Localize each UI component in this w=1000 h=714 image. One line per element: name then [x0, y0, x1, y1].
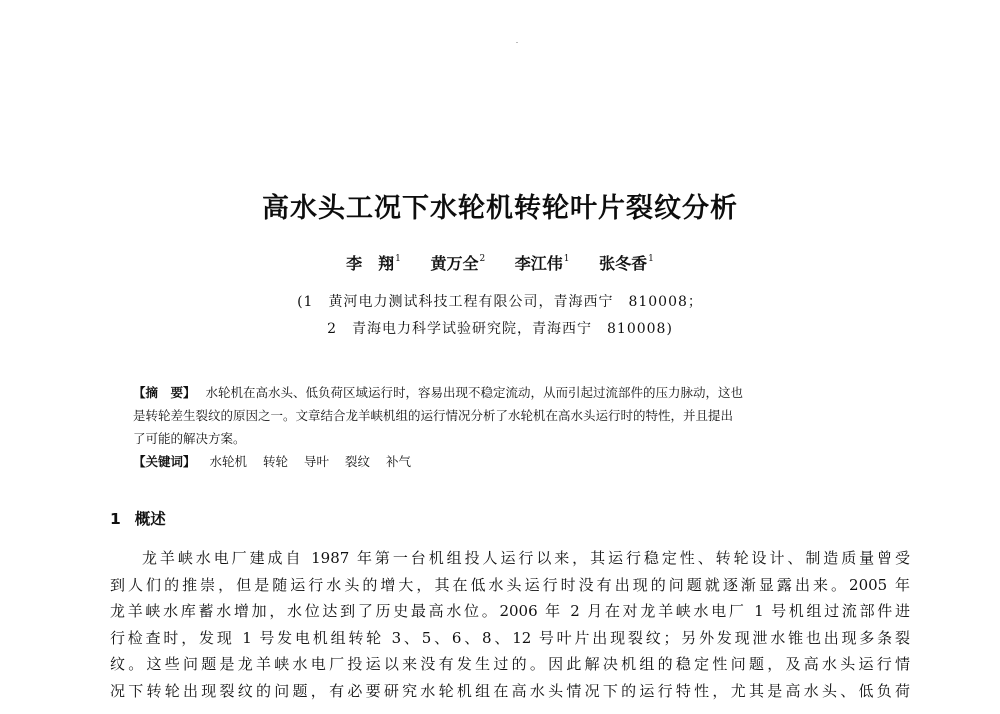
author: [515, 251, 570, 274]
keyword: 导叶: [304, 454, 330, 469]
author: [599, 251, 654, 274]
body-line: 况下转轮出现裂纹的问题，有必要研究水轮机组在高水头情况下的运行特性，尤其是高水头、低负荷: [110, 681, 910, 700]
author-affiliation-mark: 1: [395, 254, 401, 264]
paper-title: 高水头工况下水轮机转轮叶片裂纹分析: [262, 193, 738, 224]
author-list: [0, 251, 1000, 274]
affiliation-line: 2 青海电力科学试验研究院，青海西宁 810008): [327, 321, 673, 337]
author-affiliation-mark: 1: [648, 254, 654, 264]
body-paragraph: [110, 545, 910, 704]
abstract-line: 是转轮差生裂纹的原因之一。文章结合龙羊峡机组的运行情况分析了水轮机在高水头运行时的特性，并且提出: [133, 408, 734, 423]
abstract-text: 水轮机在高水头、低负荷区域运行时，容易出现不稳定流动，从而引起过流部件的压力脉动，这也: [205, 385, 744, 400]
keyword: 水轮机: [209, 454, 248, 469]
keywords-line: [133, 450, 873, 473]
body-line: 行检查时，发现 1 号发电机组转轮 3、5、6、8、12 号叶片出现裂纹；另外发现泄水锥也出现多条裂: [110, 628, 910, 647]
author-name: 黄万全: [430, 254, 479, 273]
author-affiliation-mark: 1: [563, 254, 570, 264]
abstract-line: 了可能的解决方案。: [133, 431, 246, 446]
affiliation-line: (1 黄河电力测试科技工程有限公司，青海西宁 810008；: [297, 294, 703, 310]
author: [430, 251, 485, 274]
section-number: 1: [110, 510, 121, 528]
scan-speck: [516, 42, 518, 43]
body-line: 纹。这些问题是龙羊峡水电厂投运以来没有发生过的。因此解决机组的稳定性问题，及高水头运行情: [110, 655, 910, 673]
abstract-line: [133, 381, 873, 404]
body-line: 龙羊峡水电厂建成自 1987 年第一台机组投人运行以来，其运行稳定性、转轮设计、制造质量曾受: [142, 549, 910, 567]
body-line: 到人们的推崇，但是随运行水头的增大，其在低水头运行时没有出现的问题就逐渐显露出来。2005 年: [110, 575, 910, 594]
keyword: 补气: [386, 454, 412, 469]
author: [346, 251, 401, 274]
author-name: 张冬香: [599, 254, 648, 273]
keywords-label: 【关键词】: [133, 454, 196, 469]
abstract-block: [133, 381, 873, 473]
author-name: 李 翔: [346, 254, 395, 273]
keyword: 转轮: [263, 454, 289, 469]
abstract-label: 【摘 要】: [133, 385, 196, 400]
author-affiliation-mark: 2: [479, 254, 486, 264]
keyword: 裂纹: [345, 454, 371, 469]
author-name: 李江伟: [514, 254, 563, 273]
section-title: 概述: [134, 510, 166, 528]
section-heading: [110, 507, 166, 529]
body-line: 龙羊峡水库蓄水增加，水位达到了历史最高水位。2006 年 2 月在对龙羊峡水电厂 1 号机组过流部件进: [110, 602, 910, 620]
